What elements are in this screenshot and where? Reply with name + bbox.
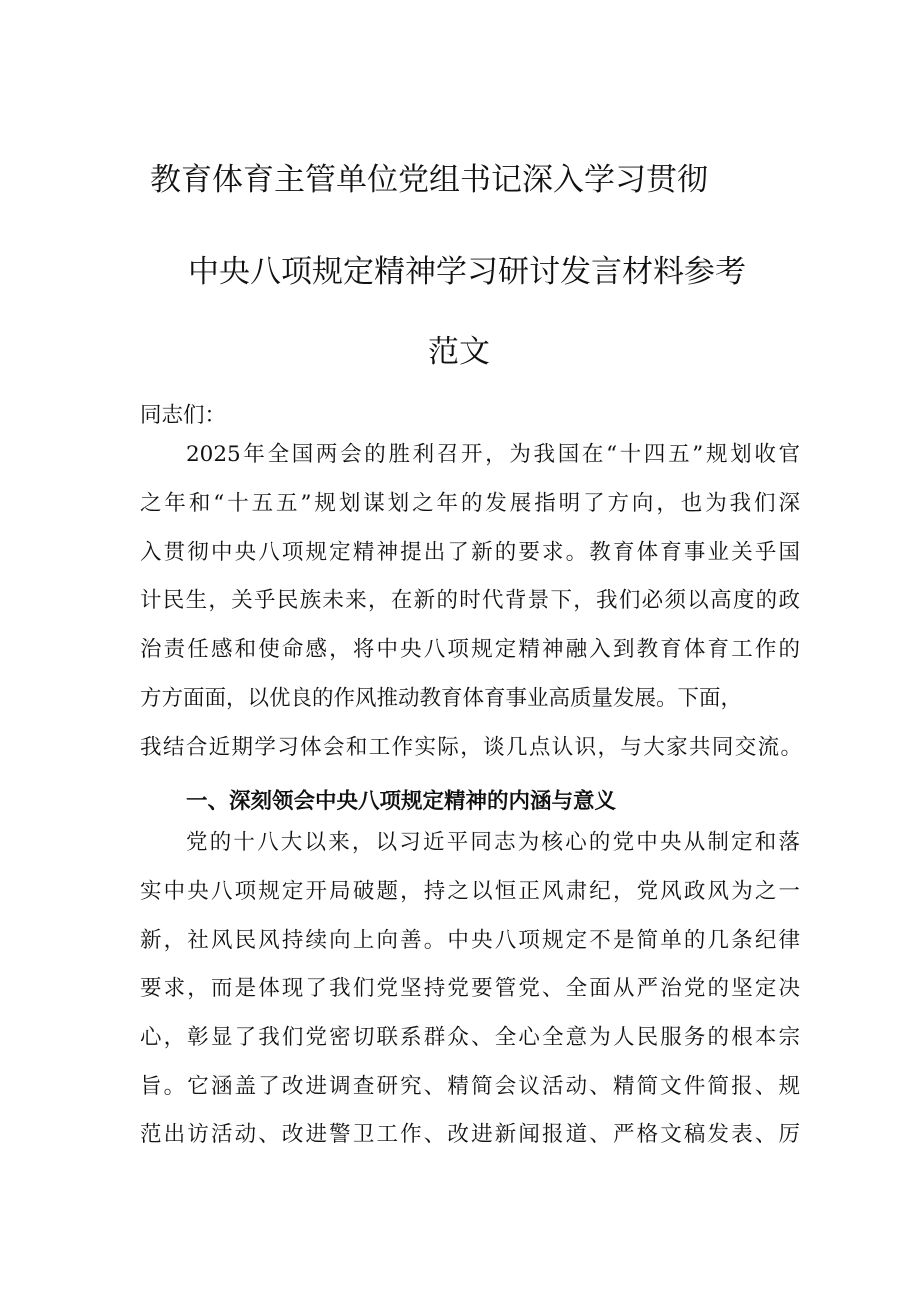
paragraph-2-line: 新，社风民风持续向上向善。中央八项规定不是简单的几条纪律 xyxy=(140,928,800,953)
paragraph-2-line: 心，彰显了我们党密切联系群众、全心全意为人民服务的根本宗 xyxy=(140,1025,800,1050)
paragraph-1-line: 治责任感和使命感，将中央八项规定精神融入到教育体育工作的 xyxy=(140,637,800,662)
document-title-line-1: 教育体育主管单位党组书记深入学习贯彻 xyxy=(150,162,708,198)
document-title-line-2: 中央八项规定精神学习研讨发言材料参考 xyxy=(188,254,746,290)
paragraph-1-line: 我结合近期学习体会和工作实际，谈几点认识，与大家共同交流。 xyxy=(140,735,802,760)
paragraph-2-line: 党的十八大以来，以习近平同志为核心的党中央从制定和落 xyxy=(186,830,800,855)
paragraph-2-line: 范出访活动、改进警卫工作、改进新闻报道、严格文稿发表、厉 xyxy=(140,1122,800,1147)
paragraph-1-line: 入贯彻中央八项规定精神提出了新的要求。教育体育事业关乎国 xyxy=(140,540,800,565)
salutation: 同志们： xyxy=(140,403,227,428)
document-title-line-3: 范文 xyxy=(428,334,490,370)
paragraph-1-line: 方方面面，以优良的作风推动教育体育事业高质量发展。下面， xyxy=(140,686,743,711)
paragraph-2-line: 要求，而是体现了我们党坚持党要管党、全面从严治党的坚定决 xyxy=(140,976,800,1001)
paragraph-2-line: 实中央八项规定开局破题，持之以恒正风肃纪，党风政风为之一 xyxy=(140,879,800,904)
paragraph-1-line: 计民生，关乎民族未来，在新的时代背景下，我们必须以高度的政 xyxy=(140,588,800,613)
section-heading: 一、深刻领会中央八项规定精神的内涵与意义 xyxy=(186,789,617,814)
paragraph-2-line: 旨。它涵盖了改进调查研究、精简会议活动、精简文件简报、规 xyxy=(140,1074,800,1099)
paragraph-1-line: 之年和“十五五”规划谋划之年的发展指明了方向，也为我们深 xyxy=(140,491,800,516)
paragraph-1-line: 2025年全国两会的胜利召开，为我国在“十四五”规划收官 xyxy=(186,442,800,467)
